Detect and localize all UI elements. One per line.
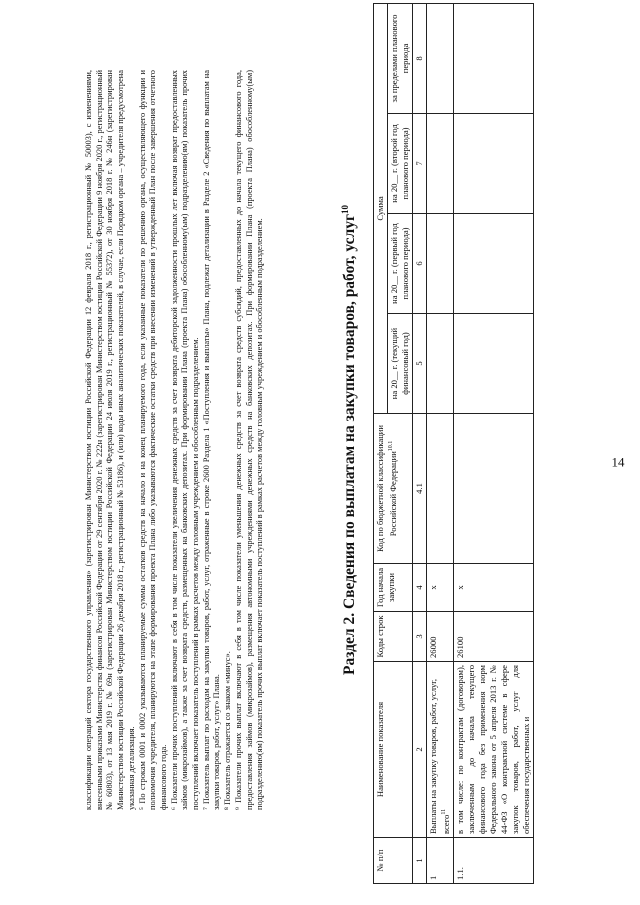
index-cell: 3	[413, 612, 427, 662]
row-name: в том числе: по контрактам (договорам), заключенным до начала текущего финансового года без применения норм Федерального закона от 5 апреля 2013 г. № 44-ФЗ «О контрактной системе в сфере закупок товаров, работ, услуг для обеспечения государственных и	[453, 662, 533, 838]
header-year: Год начала закупки	[374, 564, 413, 612]
row-sum-beyond	[453, 3, 533, 113]
row-sum-current	[453, 314, 533, 414]
footnote-classification: классификации операций сектора государственного управления» (зарегистрирован Министерством юстиции Российской Федерации 12 февраля 2018 г., регистрационный № 50003), с изменениями, внесенными приказами Министерства финансов Российской Федерации от 29 сентября 2020 г. № 222н (зарегистрирован Министерством юстиции Российской Федерации 9 ноября 2020 г., регистрационный № 60803), от 13 мая 2019 г. № 69н (зарегистрирован Министерством юстиции Российской Федерации 24 июля 2019 г., регистрационный № 55372), от 30 ноября 2018 г. № 246н (зарегистрирован Министерством юстиции Российской Федерации 26 декабря 2018 г., регистрационный № 53186), и (или) коды иных аналитических показателей, в случае, если Порядком органа – учредителя предусмотрена указанная детализация.	[84, 70, 136, 810]
index-cell: 1	[413, 838, 427, 884]
index-cell: 5	[413, 314, 427, 414]
header-kbk	[374, 414, 413, 564]
index-cell: 4	[413, 564, 427, 612]
section-title-text: Раздел 2. Сведения по выплатам на закупки товаров, работ, услуг	[341, 214, 359, 675]
header-sum: Сумма	[374, 3, 388, 413]
row-code: 26000	[427, 612, 454, 662]
row-name-footnote: 11	[441, 808, 447, 815]
purchases-table	[373, 3, 534, 884]
header-row-1	[374, 3, 388, 883]
index-cell: 8	[413, 3, 427, 113]
header-kbk-footnote: 10.1	[388, 440, 394, 452]
page-number: 14	[611, 454, 625, 470]
header-sum-beyond: за пределами планового периода	[388, 3, 413, 113]
row-num: 1.1.	[453, 838, 533, 884]
footnote-8: ⁸ Показатель отражается со знаком «минус».	[223, 651, 233, 810]
index-cell: 6	[413, 214, 427, 314]
index-cell: 2	[413, 662, 427, 838]
header-sum-current: на 20__ г. (текущий финансовый год)	[388, 314, 413, 414]
row-sum-second	[427, 114, 454, 214]
header-code: Коды строк	[374, 612, 413, 662]
row-sum-first	[427, 214, 454, 314]
row-sum-beyond	[427, 3, 454, 113]
row-num: 1	[427, 838, 454, 884]
index-cell: 4.1	[413, 414, 427, 564]
row-kbk	[453, 414, 533, 564]
index-row	[413, 3, 427, 883]
header-num: № п/п	[374, 838, 413, 884]
section-title-footnote: 10	[340, 205, 350, 214]
row-year: x	[427, 564, 454, 612]
footnotes	[84, 70, 266, 810]
section-title	[340, 70, 359, 810]
header-sum-second: на 20__ г. (второй год планового периода)	[388, 114, 413, 214]
row-name	[427, 662, 454, 838]
row-year: x	[453, 564, 533, 612]
row-sum-first	[453, 214, 533, 314]
row-sum-current	[427, 314, 454, 414]
row-sum-second	[453, 114, 533, 214]
table-row	[427, 3, 454, 883]
header-name: Наименование показателя	[374, 662, 413, 838]
footnote-9: ⁹ Показатели прочих выплат включают в себя в том числе показатели уменьшения денежных средств за счет возврата средств субсидий, предоставленных до начала текущего финансового года, предоставления займов (микрозаймов), размещения автономными учреждениями денежных средств на банковских депозитах. При формировании Плана (проекта Плана) обособленному(ым) подразделению(ям) показатель прочих выплат включает показатель поступлений в рамках расчетов между головным учреждением и обособленным подразделением.	[233, 70, 265, 810]
row-kbk	[427, 414, 454, 564]
header-kbk-text: Код по бюджетной классификации Российской Федерации	[375, 425, 398, 553]
footnote-5: ⁵ По строкам 0001 и 0002 указываются планируемые суммы остатков средств на начало и на конец планируемого года, если указанные показатели по решению органа, осуществляющего функции и полномочия учредителя, планируются на этапе формирования проекта Плана либо указываются фактические остатки средств при внесении изменений в утвержденный План после завершения отчетного финансового года.	[137, 70, 168, 810]
row-code: 26100	[453, 612, 533, 662]
index-cell: 7	[413, 114, 427, 214]
table-row	[453, 3, 533, 883]
footnote-6: ⁶ Показатели прочих поступлений включают в себя в том числе показатели увеличения денежных средств за счет возврата дебиторской задолженности прошлых лет включая возврат предоставленных займов (микрозаймов), а также за счет возврата средств, размещенных на банковских депозитах. При формировании Плана (проекта Плана) обособленному(ым) подразделению(ям) показатель прочих поступлений включает показатель поступлений в рамках расчетов между головным учреждением и обособленным подразделением.	[169, 70, 201, 810]
header-sum-first: на 20__ г. (первый год планового периода)	[388, 214, 413, 314]
footnote-7: ⁷ Показатель выплат по расходам на закупки товаров, работ, услуг, отраженные в строке 2600 Раздела 1 «Поступления и выплаты» Плана, подлежат детализации в Разделе 2 «Сведения по выплатам на закупки товаров, работ, услуг» Плана.	[201, 70, 222, 810]
row-name-text: Выплаты на закупку товаров, работ, услуг, всего	[428, 678, 451, 834]
